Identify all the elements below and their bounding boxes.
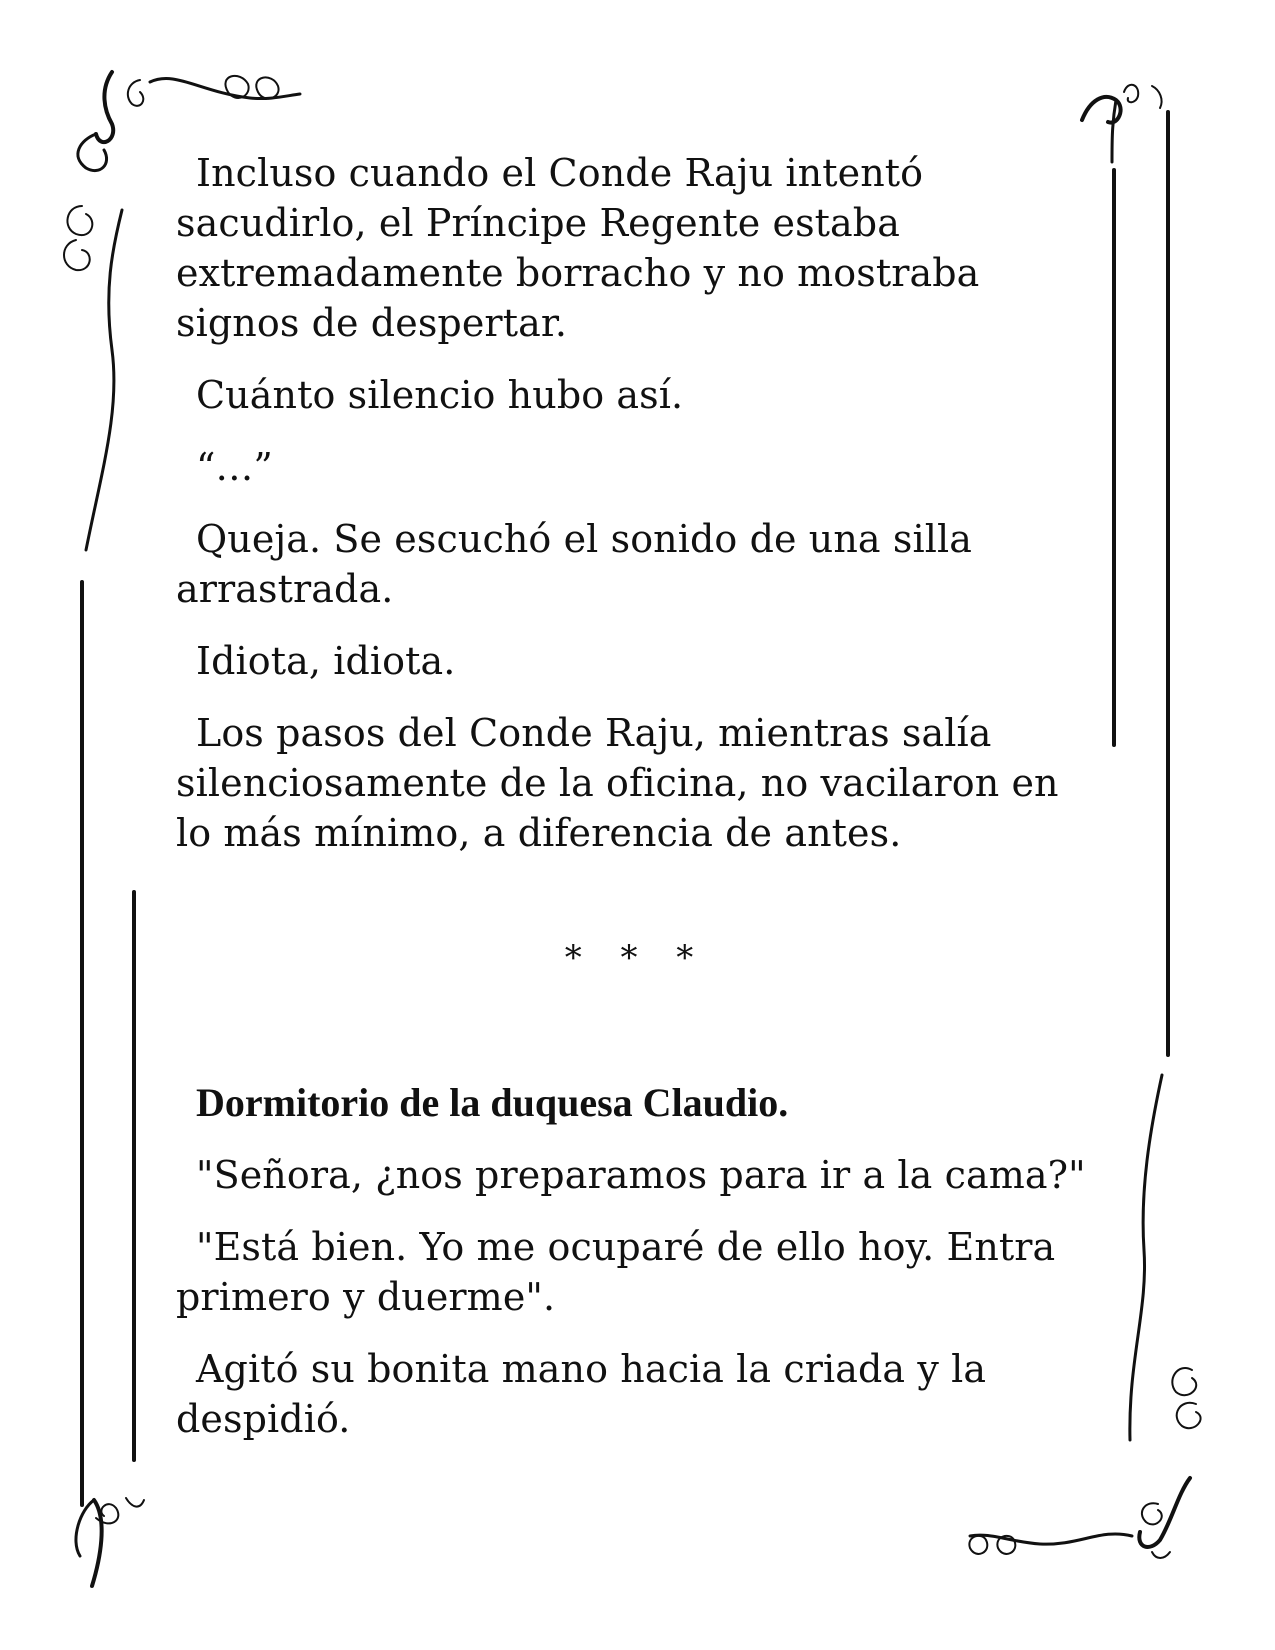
paragraph: “…”	[196, 445, 273, 489]
paragraph: Cuánto silencio hubo así.	[196, 373, 684, 417]
ornamental-flourish-icon	[76, 1498, 144, 1586]
paragraph: Queja. Se escuchó el sonido de una silla arrastrada.	[176, 517, 972, 611]
paragraph: Agitó su bonita mano hacia la criada y la despidió.	[176, 1347, 987, 1441]
paragraph: Idiota, idiota.	[196, 639, 456, 683]
paragraph: Los pasos del Conde Raju, mientras salía silenciosamente de la oficina, no vacilaron en lo más mínimo, a diferencia de antes.	[176, 711, 1059, 855]
document-body	[176, 148, 1096, 1466]
paragraph: "Señora, ¿nos preparamos para ir a la cama?"	[196, 1153, 1086, 1197]
section-separator: * * *	[564, 938, 708, 978]
paragraph: Incluso cuando el Conde Raju intentó sacudirlo, el Príncipe Regente estaba extremadamente borracho y no mostraba signos de despertar.	[176, 151, 980, 345]
section-heading: Dormitorio de la duquesa Claudio.	[196, 1080, 789, 1125]
paragraph: "Está bien. Yo me ocuparé de ello hoy. Entra primero y duerme".	[176, 1225, 1056, 1319]
